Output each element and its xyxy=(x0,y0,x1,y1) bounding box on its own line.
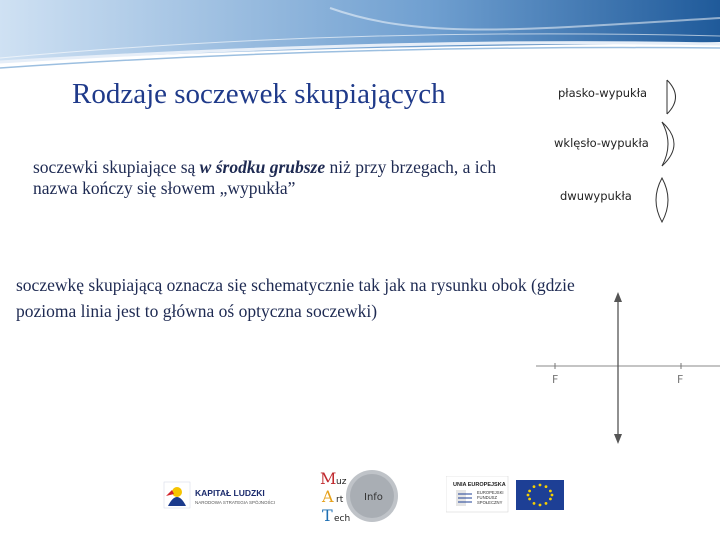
biconvex-lens-icon xyxy=(650,176,674,224)
para1-emphasis: w środku grubsze xyxy=(199,157,326,177)
meniscus-lens-icon xyxy=(656,120,684,168)
focus-label-right: F xyxy=(677,373,684,386)
mat-letter-t: T xyxy=(322,506,333,525)
lens-type-label-plano-convex: płasko-wypukła xyxy=(558,86,648,100)
top-decor-band xyxy=(0,0,720,80)
paragraph-definition xyxy=(33,157,513,199)
svg-text:ech: ech xyxy=(334,514,351,524)
eu-name: UNIA EUROPEJSKA xyxy=(453,482,506,488)
lens-type-label-biconvex: dwuwypukła xyxy=(560,189,632,203)
kapital-ludzki-subtitle: NARODOWA STRATEGIA SPÓJNOŚCI xyxy=(195,500,276,505)
lens-type-label-concave-convex: wklęsło-wypukła xyxy=(554,136,649,150)
paragraph-schematic: soczewkę skupiającą oznacza się schematycznie tak jak na rysunku obok (gdzie pozioma linia jest to główna oś optyczna soczewki) xyxy=(16,275,575,321)
mat-letter-a: A xyxy=(322,487,334,506)
para1-end: niż przy brzegach, a ich nazwa kończy się słowem „wypukła” xyxy=(33,157,497,198)
plano-convex-lens-icon xyxy=(664,78,684,116)
mat-letter-m: M xyxy=(320,469,337,488)
svg-text:Info: Info xyxy=(364,492,383,503)
lens-arrow-bottom xyxy=(614,434,622,444)
eu-fund-name: EUROPEJSKI FUNDUSZ SPOŁECZNY xyxy=(477,490,504,505)
para1-start: soczewki skupiające są xyxy=(33,157,200,177)
focus-label-left: F xyxy=(552,373,559,386)
slide-title: Rodzaje soczewek skupiających xyxy=(72,78,446,110)
kapital-ludzki-name: KAPITAŁ LUDZKI xyxy=(195,488,265,498)
muzarttech-logo-icon xyxy=(314,466,404,526)
lens-arrow-top xyxy=(614,292,622,302)
svg-text:uz: uz xyxy=(336,477,347,487)
converging-lens-schematic xyxy=(530,290,720,450)
lens-types-figure xyxy=(552,76,684,226)
svg-text:rt: rt xyxy=(336,495,344,505)
